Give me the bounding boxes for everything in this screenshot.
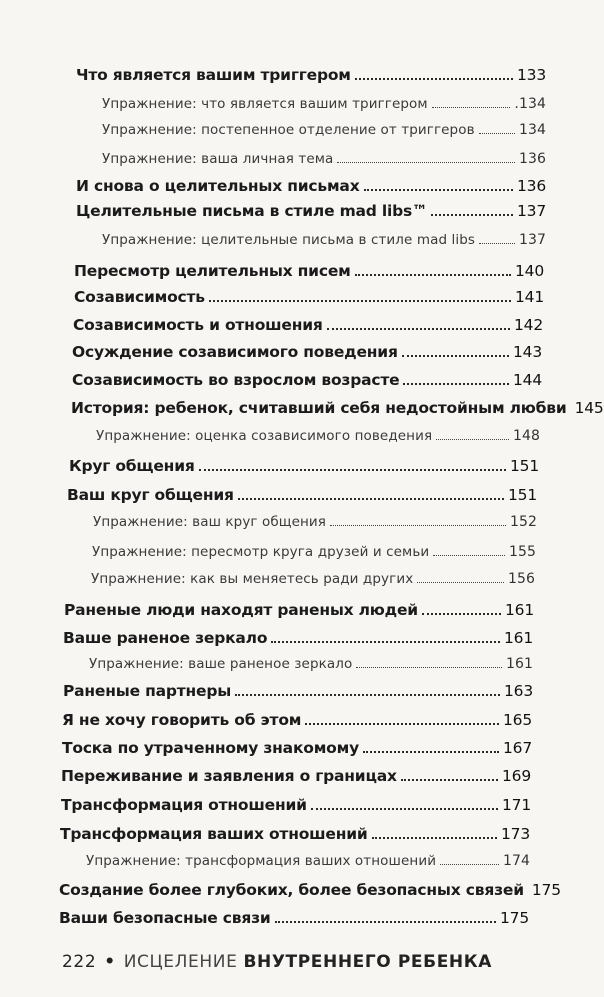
toc-entry — [60, 825, 530, 843]
toc-page-number: 137 — [518, 232, 546, 248]
toc-page-number: 156 — [507, 571, 535, 587]
toc-page-number: 152 — [509, 514, 537, 530]
dot-leader — [364, 189, 514, 191]
page-footer — [62, 952, 492, 972]
toc-page-number: 148 — [512, 428, 540, 444]
toc-title: Созависимость во взрослом возрасте — [72, 371, 400, 389]
toc-title: Ваши безопасные связи — [59, 909, 271, 927]
toc-title: Трансформация ваших отношений — [60, 825, 368, 843]
dot-leader — [372, 837, 497, 839]
toc-title: Упражнение: что является вашим триггером — [102, 96, 428, 112]
toc-entry — [59, 881, 561, 899]
dot-leader — [311, 808, 498, 810]
dot-leader — [209, 300, 511, 302]
dot-leader — [401, 779, 498, 781]
toc-title: Упражнение: целительные письма в стиле mad libs — [102, 232, 476, 248]
toc-entry — [67, 486, 537, 504]
book-title-part1: ИСЦЕЛЕНИЕ — [123, 952, 238, 972]
toc-page-number: 141 — [515, 288, 544, 306]
toc-title: Упражнение: оценка созависимого поведения — [96, 428, 433, 444]
toc-page-number: 174 — [502, 853, 530, 869]
dot-leader — [238, 498, 504, 500]
toc-title: Ваш круг общения — [67, 486, 234, 504]
dot-leader — [275, 921, 496, 923]
toc-title: Создание более глубоких, более безопасных связей — [59, 881, 524, 899]
toc-entry — [63, 629, 533, 647]
toc-page-number: 136 — [517, 177, 546, 195]
toc-entry — [76, 202, 546, 220]
toc-page-number: 167 — [503, 739, 532, 757]
dot-leader — [337, 162, 515, 163]
toc-subentry — [89, 656, 533, 672]
toc-title: Осуждение созависимого поведения — [72, 343, 398, 361]
dot-leader — [199, 469, 506, 471]
toc-title: Созависимость — [74, 288, 205, 306]
toc-entry — [63, 682, 533, 700]
toc-subentry — [102, 122, 546, 138]
dot-leader — [422, 613, 501, 615]
toc-page-number: 161 — [504, 629, 533, 647]
toc-subentry — [102, 151, 546, 167]
toc-entry — [61, 796, 531, 814]
toc-title: Целительные письма в стиле mad libs™ — [76, 202, 428, 220]
toc-page-number: 140 — [515, 262, 544, 280]
toc-entry — [62, 739, 532, 757]
toc-page-number: 142 — [514, 316, 543, 334]
toc-title: Раненые партнеры — [63, 682, 232, 700]
toc-subentry — [102, 232, 546, 248]
dot-leader — [433, 555, 505, 556]
toc-page-number: 145 — [574, 399, 604, 417]
dot-leader — [479, 133, 515, 134]
toc-entry — [61, 767, 531, 785]
toc-title: Упражнение: ваш круг общения — [93, 514, 327, 530]
dot-leader — [305, 723, 499, 725]
toc-title: Что является вашим триггером — [76, 66, 351, 84]
toc-page-number: 171 — [502, 796, 531, 814]
toc-page-number: .134 — [514, 96, 546, 112]
toc-entry — [69, 457, 539, 475]
toc-page-number: 173 — [501, 825, 530, 843]
dot-leader — [440, 864, 499, 865]
toc-page-number: 175 — [500, 909, 529, 927]
dot-leader — [479, 243, 515, 244]
toc-subentry — [92, 544, 536, 560]
toc-title: Я не хочу говорить об этом — [62, 711, 302, 729]
toc-title: Упражнение: трансформация ваших отношений — [86, 853, 437, 869]
toc-subentry — [102, 96, 546, 112]
toc-entry — [74, 262, 544, 280]
toc-entry — [59, 909, 529, 927]
toc-title: Переживание и заявления о границах — [61, 767, 397, 785]
toc-entry — [72, 343, 542, 361]
footer-separator: • — [104, 952, 116, 972]
dot-leader — [402, 355, 509, 357]
toc-title: Упражнение: ваша личная тема — [102, 151, 334, 167]
toc-subentry — [86, 853, 530, 869]
toc-title: И снова о целительных письмах — [76, 177, 360, 195]
toc-entry — [62, 711, 532, 729]
toc-page-number: 133 — [517, 66, 546, 84]
toc-title: Трансформация отношений — [61, 796, 307, 814]
toc-page-number: 161 — [505, 601, 534, 619]
toc-entry — [72, 371, 542, 389]
toc-subentry — [91, 571, 535, 587]
dot-leader — [235, 694, 500, 696]
toc-page-number: 144 — [513, 371, 542, 389]
toc-page-number: 151 — [510, 457, 539, 475]
dot-leader — [436, 439, 509, 440]
toc-page-number: 161 — [505, 656, 533, 672]
dot-leader — [417, 582, 504, 583]
toc-title: Пересмотр целительных писем — [74, 262, 351, 280]
toc-page-number: 165 — [503, 711, 532, 729]
toc-title: Ваше раненое зеркало — [63, 629, 268, 647]
dot-leader — [355, 274, 511, 276]
toc-page-number: 163 — [504, 682, 533, 700]
toc-entry — [73, 316, 543, 334]
toc-title: Созависимость и отношения — [73, 316, 323, 334]
dot-leader — [327, 328, 510, 330]
toc-page-number: 175 — [531, 881, 561, 899]
toc-entry — [64, 601, 534, 619]
dot-leader — [330, 525, 506, 526]
toc-title: Упражнение: как вы меняетесь ради других — [91, 571, 414, 587]
dot-leader — [355, 78, 513, 80]
toc-page-number: 155 — [508, 544, 536, 560]
page-number: 222 — [62, 952, 97, 972]
toc-entry — [76, 66, 546, 84]
toc-entry — [76, 177, 546, 195]
toc-entry — [71, 399, 604, 417]
toc-title: Раненые люди находят раненых людей — [64, 601, 418, 619]
dot-leader — [431, 214, 513, 216]
toc-title: История: ребенок, считавший себя недостойным любви — [71, 399, 567, 417]
toc-page-number: 137 — [517, 202, 546, 220]
toc-title: Круг общения — [69, 457, 195, 475]
toc-title: Упражнение: ваше раненое зеркало — [89, 656, 353, 672]
toc-title: Упражнение: постепенное отделение от триггеров — [102, 122, 475, 138]
dot-leader — [432, 107, 511, 108]
toc-page-number: 151 — [508, 486, 537, 504]
toc-subentry — [93, 514, 537, 530]
dot-leader — [271, 641, 500, 643]
toc-title: Упражнение: пересмотр круга друзей и семьи — [92, 544, 430, 560]
toc-page-number: 134 — [518, 122, 546, 138]
toc-page-number: 143 — [513, 343, 542, 361]
dot-leader — [363, 751, 499, 753]
toc-subentry — [96, 428, 540, 444]
dot-leader — [403, 383, 509, 385]
toc-page-number: 136 — [518, 151, 546, 167]
toc-page-number: 169 — [502, 767, 531, 785]
toc-entry — [74, 288, 544, 306]
book-title-part2: ВНУТРЕННЕГО РЕБЕНКА — [243, 952, 492, 972]
dot-leader — [356, 667, 502, 668]
toc-title: Тоска по утраченному знакомому — [62, 739, 360, 757]
